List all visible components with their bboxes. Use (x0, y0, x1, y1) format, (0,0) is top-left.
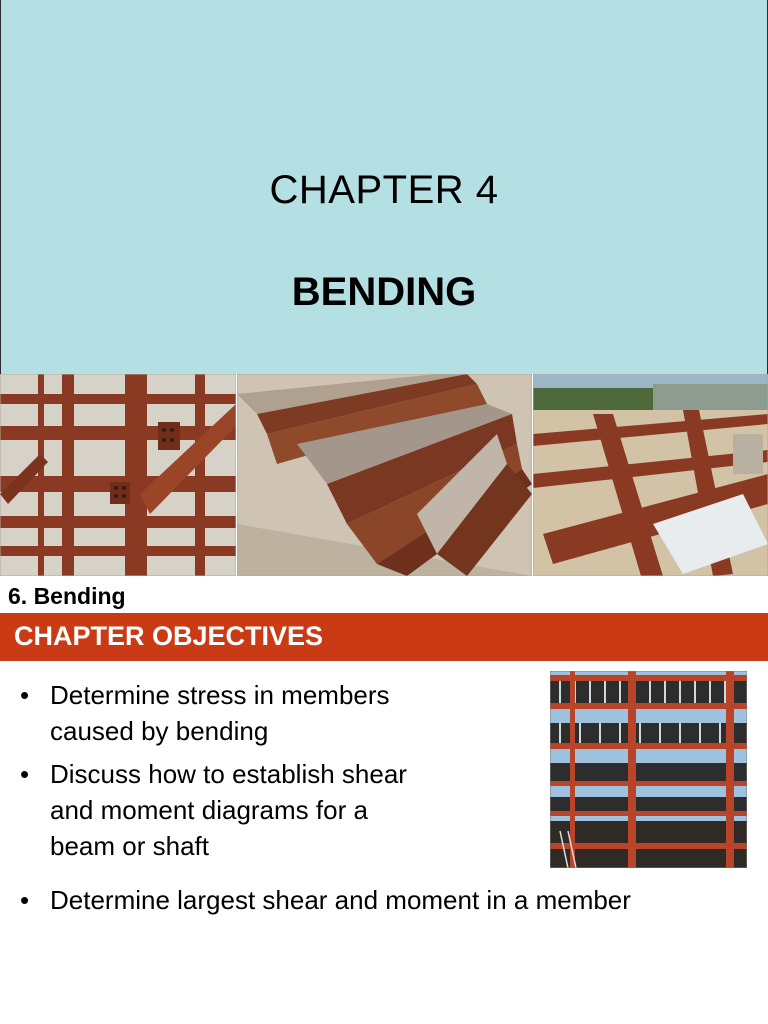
beam-grid-photo (533, 374, 768, 576)
photo-strip (0, 374, 768, 576)
chapter-title: CHAPTER 4 (269, 168, 499, 212)
objective-1-line-2: caused by bending (50, 716, 269, 746)
objective-2-line-3: beam or shaft (50, 831, 209, 861)
i-beams-photo (237, 374, 532, 576)
bullet-icon: • (20, 885, 30, 915)
objective-2-line-2: and moment diagrams for a (50, 795, 368, 825)
bullet-icon: • (20, 680, 30, 710)
objective-1-line-1: Determine stress in members (50, 680, 390, 710)
objective-2-line-1: Discuss how to establish shear (50, 759, 407, 789)
bullet-icon: • (20, 759, 30, 789)
title-slide (0, 0, 768, 374)
objectives-header-bar (0, 613, 768, 661)
steel-frame-photo (0, 374, 236, 576)
section-label: 6. Bending (8, 583, 126, 609)
steel-building-photo (550, 671, 747, 868)
objectives-title: CHAPTER OBJECTIVES (14, 621, 324, 651)
chapter-subtitle: BENDING (291, 270, 477, 314)
objective-3-line-1: Determine largest shear and moment in a member (50, 885, 631, 915)
